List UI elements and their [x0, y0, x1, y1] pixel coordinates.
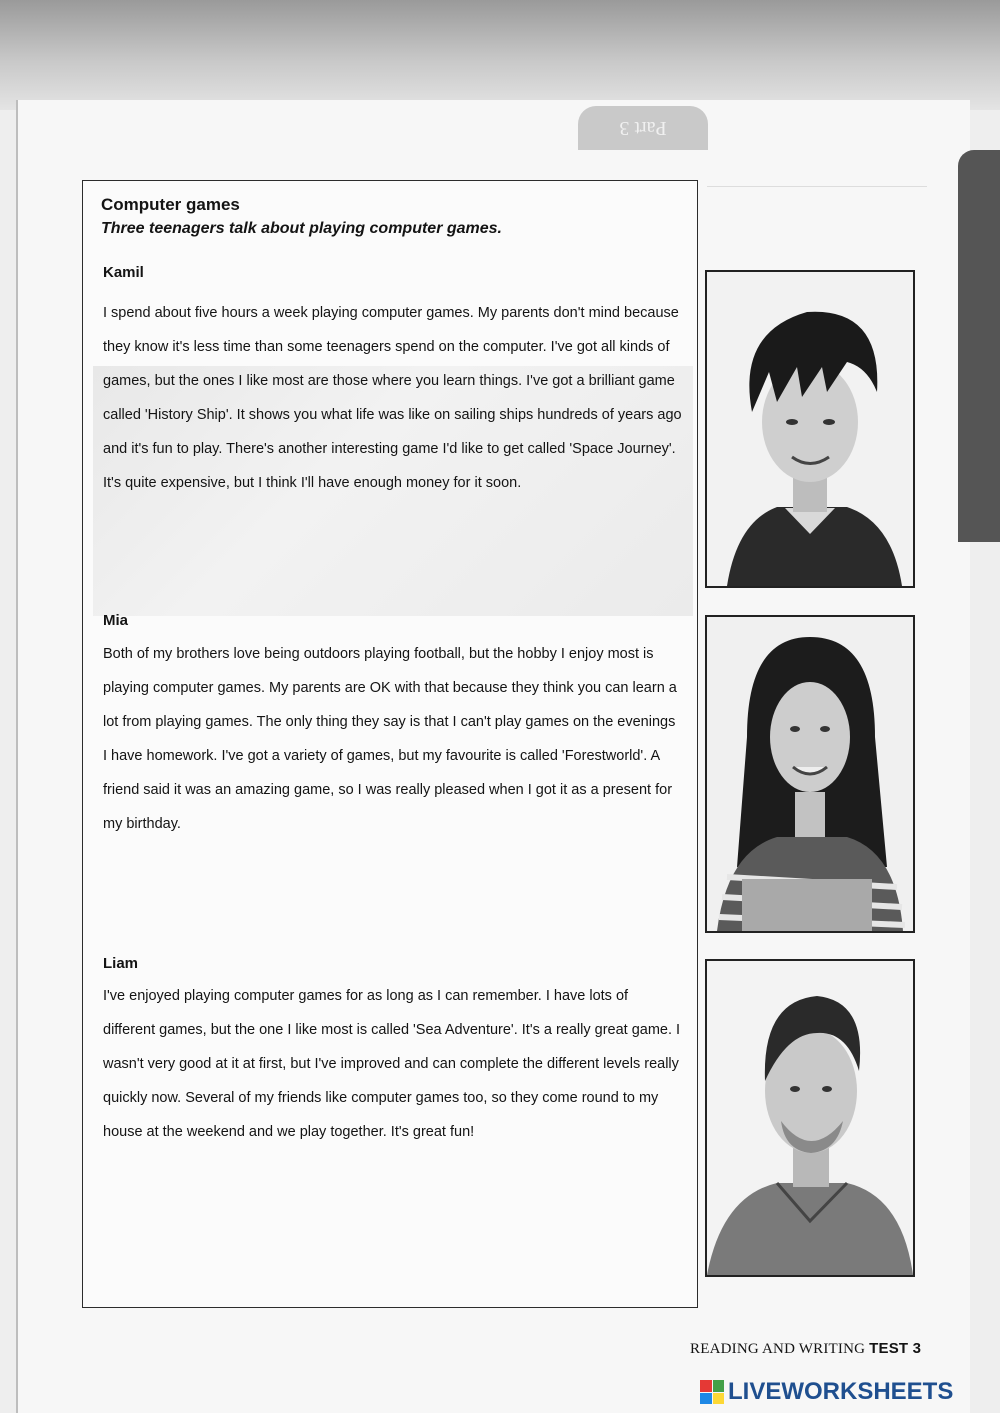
scan-shadow	[0, 0, 1000, 110]
footer-test-label: TEST 3	[869, 1340, 922, 1357]
speaker-text-mia: Both of my brothers love being outdoors playing football, but the hobby I enjoy most is playing computer games. My parents are OK with that because they think you can learn a lot from playing games. The only thing they say is that I can't play games on the evenings I have homework. I've got a variety of games, but my favourite is called 'Forestworld'. A friend said it was an amazing game, so I was really pleased when I got it as a present for my birthday.	[103, 646, 677, 832]
speaker-name-liam: Liam	[103, 955, 139, 972]
photo-kamil	[705, 270, 915, 588]
speaker-name-mia: Mia	[103, 612, 129, 629]
liveworksheets-icon	[700, 1380, 724, 1404]
liveworksheets-logo	[700, 1378, 953, 1406]
footer-section-label: READING AND WRITING	[690, 1341, 866, 1357]
article-title: Computer games	[101, 195, 240, 214]
speaker-text-kamil: I spend about five hours a week playing computer games. My parents don't mind because they know it's less time than some teenagers spend on the computer. I've got all kinds of games, but the ones I like most are those where you learn things. I've got a brilliant game called 'History Ship'. It shows you what life was like on sailing ships hundreds of years ago and it's fun to play. There's another interesting game I'd like to get called 'Space Journey'. It's quite expensive, but I think I'll have enough money for it soon.	[103, 305, 682, 491]
part-label: Part 3	[619, 117, 667, 140]
speaker-name-kamil: Kamil	[103, 264, 144, 281]
footer-label	[690, 1340, 921, 1358]
photo-mia	[705, 615, 915, 933]
divider	[707, 186, 927, 187]
side-test-tab	[958, 150, 1000, 542]
article-subtitle: Three teenagers talk about playing computer games.	[101, 220, 502, 237]
brand-text: LIVEWORKSHEETS	[728, 1378, 954, 1405]
article-box	[82, 180, 698, 1308]
part-tab	[578, 106, 708, 150]
speaker-text-liam: I've enjoyed playing computer games for as long as I can remember. I have lots of different games, but the one I like most is called 'Sea Adventure'. It's a really great game. I wasn't very good at it at first, but I've improved and can complete the different levels really quickly now. Several of my friends like computer games too, so they come round to my house at the weekend and we play together. It's great fun!	[103, 988, 681, 1140]
photo-liam	[705, 959, 915, 1277]
